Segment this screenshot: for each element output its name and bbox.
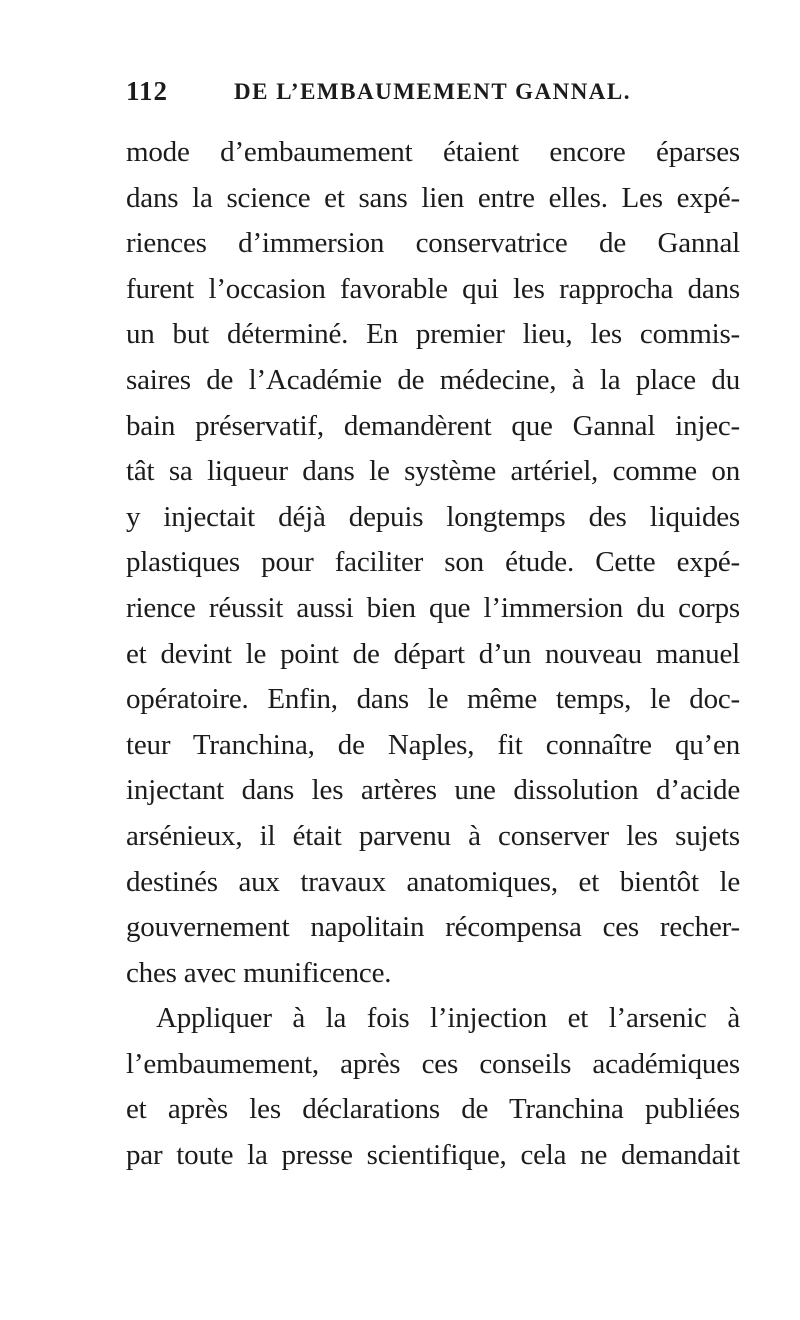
text-line: saires de l’Académie de médecine, à la place du	[126, 363, 740, 396]
text-line: riences d’immersion conservatrice de Gannal	[126, 227, 740, 260]
text-line: et devint le point de départ d’un nouveau manuel	[126, 637, 740, 670]
text-line: ches avec munificence.	[126, 956, 392, 989]
text-line: Appliquer à la fois l’injection et l’arsenic à	[156, 1002, 740, 1035]
page-header	[126, 76, 726, 116]
text-line: teur Tranchina, de Naples, fit connaître qu’en	[126, 728, 740, 761]
text-line: plastiques pour faciliter son étude. Cette expé-	[126, 546, 740, 579]
text-line: mode d’embaumement étaient encore éparses	[126, 136, 740, 168]
text-line: tât sa liqueur dans le système artériel, comme on	[126, 455, 740, 488]
text-line: par toute la presse scientifique, cela ne demandait	[126, 1139, 740, 1172]
text-line: bain préservatif, demandèrent que Gannal injec-	[126, 409, 740, 442]
text-line: un but déterminé. En premier lieu, les commis-	[126, 318, 740, 351]
running-head: DE L’EMBAUMEMENT GANNAL.	[234, 79, 632, 104]
text-line: injectant dans les artères une dissolution d’acide	[126, 774, 740, 807]
body-text	[126, 130, 740, 1179]
page-number: 112	[126, 76, 169, 106]
text-line: furent l’occasion favorable qui les rapprocha dans	[126, 272, 740, 305]
text-line: y injectait déjà depuis longtemps des liquides	[126, 500, 740, 533]
text-line: opératoire. Enfin, dans le même temps, le doc-	[126, 683, 740, 716]
text-line: dans la science et sans lien entre elles. Les expé-	[126, 181, 740, 214]
text-line: rience réussit aussi bien que l’immersion du corps	[126, 591, 740, 624]
text-line: l’embaumement, après ces conseils académiques	[126, 1047, 740, 1080]
text-line: destinés aux travaux anatomiques, et bientôt le	[126, 865, 740, 898]
text-line: gouvernement napolitain récompensa ces recher-	[126, 911, 740, 944]
text-line: et après les déclarations de Tranchina publiées	[126, 1093, 740, 1126]
text-line: arsénieux, il était parvenu à conserver les sujets	[126, 819, 740, 852]
